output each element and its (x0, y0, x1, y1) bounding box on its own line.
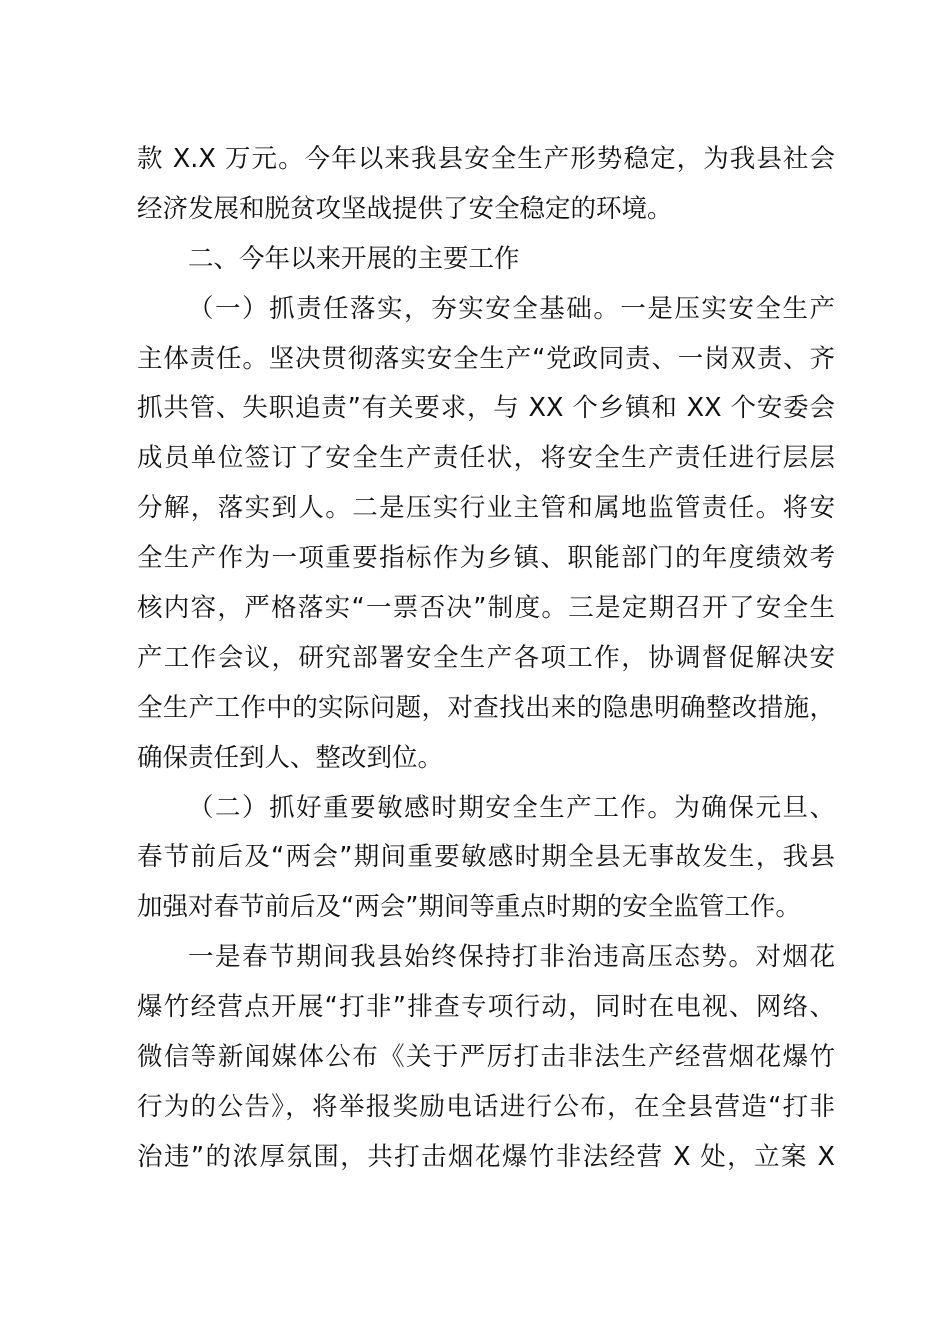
paragraph-line: 款 X.X 万元。今年以来我县安全生产形势稳定，为我县社会 (137, 144, 835, 174)
paragraph-line: 分解，落实到人。二是压实行业主管和属地监管责任。将安 (137, 493, 835, 524)
paragraph-line: （二）抓好重要敏感时期安全生产工作。为确保元旦、 (188, 792, 835, 823)
paragraph-sensitive-period (137, 784, 835, 934)
paragraph-line: 微信等新闻媒体公布《关于严厉打击非法生产经营烟花爆竹 (137, 1042, 835, 1073)
paragraph-line: 一是春节期间我县始终保持打非治违高压态势。对烟花 (188, 942, 835, 973)
paragraph-responsibility (137, 285, 835, 784)
paragraph-line: 加强对春节前后及“两会”期间等重点时期的安全监管工作。 (137, 892, 801, 923)
paragraph-line: 确保责任到人、整改到位。 (137, 742, 444, 773)
paragraph-line: 春节前后及“两会”期间重要敏感时期全县无事故发生，我县 (137, 842, 835, 873)
paragraph-line: 主体责任。坚决贯彻落实安全生产“党政同责、一岗双责、齐 (137, 343, 835, 374)
paragraph-line: 成员单位签订了安全生产责任状，将安全生产责任进行层层 (137, 443, 835, 474)
paragraph-line: 治违”的浓厚氛围，共打击烟花爆竹非法经营 X 处，立案 X (137, 1141, 835, 1172)
paragraph-line: 经济发展和脱贫攻坚战提供了安全稳定的环境。 (137, 193, 673, 224)
paragraph-line: （一）抓责任落实，夯实安全基础。一是压实安全生产 (188, 293, 835, 324)
paragraph-line: 全生产作为一项重要指标作为乡镇、职能部门的年度绩效考 (137, 543, 835, 574)
paragraph-line: 全生产工作中的实际问题，对查找出来的隐患明确整改措施， (137, 692, 835, 723)
paragraph-line: 产工作会议，研究部署安全生产各项工作，协调督促解决安 (137, 642, 835, 673)
section-heading-text: 二、今年以来开展的主要工作 (188, 243, 520, 274)
paragraph-fireworks (137, 933, 835, 1182)
paragraph-line: 爆竹经营点开展“打非”排查专项行动，同时在电视、网络、 (137, 992, 835, 1023)
paragraph-continuation (137, 135, 835, 235)
paragraph-line: 抓共管、失职追责”有关要求，与 XX 个乡镇和 XX 个安委会 (137, 393, 835, 424)
section-heading (137, 235, 835, 285)
document-body (137, 135, 835, 1183)
paragraph-line: 行为的公告》，将举报奖励电话进行公布，在全县营造“打非 (137, 1091, 835, 1122)
paragraph-line: 核内容，严格落实“一票否决”制度。三是定期召开了安全生 (137, 593, 835, 624)
